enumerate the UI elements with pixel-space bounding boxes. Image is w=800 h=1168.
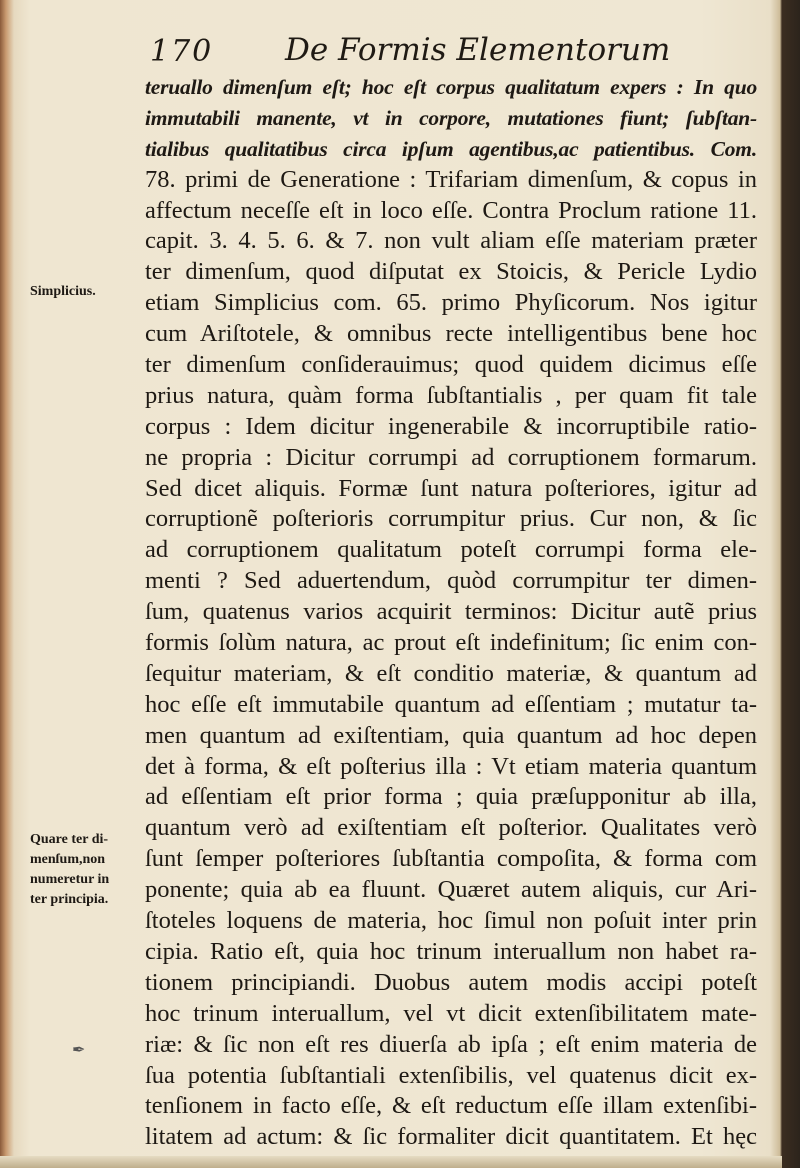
text-line: litatem ad actum: & ſic formaliter dicit quantitatem. Et hęc [145, 1123, 757, 1151]
text-line: ſua potentia ſubſtantiali extenſibilis, vel quatenus dicit ex- [145, 1061, 757, 1089]
text-line: tialibus qualitatibus circa ipſum agentibus,ac patientibus. Com. [145, 136, 757, 161]
text-line: corpus : Idem dicitur ingenerabile & incorruptibile ratio- [145, 412, 757, 440]
text-line: Sed dicet aliquis. Formæ ſunt natura poſteriores, igitur ad [145, 474, 757, 502]
text-line: ad eſſentiam eſt prior forma ; quia præſupponitur ab illa, [145, 783, 757, 811]
text-line: ne propria : Dicitur corrumpi ad corruptionem formarum. [145, 443, 757, 471]
text-line: prius natura, quàm forma ſubſtantialis , per quam fit tale [145, 381, 757, 409]
page-number: 170 [150, 34, 214, 69]
running-title: De Formis Elementorum [285, 32, 671, 68]
text-line: teruallo dimenſum eſt; hoc eſt corpus qualitatum expers : In quo [145, 75, 757, 99]
margin-note-line: menſum,non [30, 852, 106, 867]
text-line: menti ? Sed aduertendum, quòd corrumpitur ter dimen- [145, 567, 757, 595]
text-line: immutabili manente, vt in corpore, mutationes fiunt; ſubſtan- [145, 105, 757, 130]
margin-note-quare [30, 830, 109, 910]
text-line: ſtoteles loquens de materia, hoc ſimul non poſuit inter prin [145, 907, 757, 935]
margin-note-line: ter principia. [30, 892, 109, 907]
pen-mark-icon: ✒ [72, 1040, 86, 1059]
text-line: men quantum ad exiſtentiam, quia quantum ad hoc depen [145, 721, 757, 749]
text-line: cipia. Ratio eſt, quia hoc trinum interuallum non habet ra- [145, 937, 757, 965]
main-text-block [145, 72, 757, 1168]
text-line: quantum verò ad exiſtentiam eſt poſterior. Qualitates verò [145, 814, 757, 842]
text-line: tionem principiandi. Duobus autem modis accipi poteſt [145, 968, 757, 996]
text-line: ad corruptionem qualitatum poteſt corrumpi forma ele- [145, 536, 757, 564]
text-line: tenſionem in facto eſſe, & eſt reductum eſſe illam extenſibi- [145, 1092, 757, 1120]
text-line: formis ſolùm natura, ac prout eſt indefinitum; ſic enim con- [145, 629, 757, 657]
text-line: ter dimenſum conſiderauimus; quod quidem dicimus eſſe [145, 351, 757, 379]
text-line: corruptionẽ poſterioris corrumpitur prius. Cur non, & ſic [145, 505, 757, 533]
text-line: affectum neceſſe eſt in loco eſſe. Contra Proclum ratione 11. [145, 196, 757, 224]
text-line: hoc trinum interuallum, vel vt dicit extenſibilitatem mate- [145, 999, 757, 1027]
text-line: ſequitur materiam, & eſt conditio materiæ, & quantum ad [145, 659, 757, 687]
text-line: ponente; quia ab ea fluunt. Quæret autem aliquis, cur Ari- [145, 876, 757, 904]
text-line: cum Ariſtotele, & omnibus recte intelligentibus bene hoc [145, 320, 757, 348]
margin-note-line: numeretur in [30, 872, 110, 887]
page-header [150, 30, 750, 74]
text-line: riæ: & ſic non eſt res diuerſa ab ipſa ; eſt enim materia de [145, 1030, 757, 1058]
margin-note-line: Quare ter di- [30, 832, 109, 847]
text-line: hoc eſſe eſt immutabile quantum ad eſſentiam ; mutatur ta- [145, 690, 757, 718]
text-line: capit. 3. 4. 5. 6. & 7. non vult aliam eſſe materiam præter [145, 227, 757, 255]
margin-note-line: Simplicius. [30, 284, 96, 299]
page-edge [0, 1156, 782, 1168]
text-line: 78. primi de Generatione : Trifariam dimenſum, & copus in [145, 165, 757, 193]
text-line: det à forma, & eſt poſterius illa : Vt etiam materia quantum [145, 752, 757, 780]
text-line: ſum, quatenus varios acquirit terminos: Dicitur autẽ prius [145, 598, 757, 626]
margin-note-simplicius [30, 282, 96, 302]
text-line: ſunt ſemper poſteriores ſubſtantia compoſita, & forma com [145, 845, 757, 873]
text-line: ter dimenſum, quod diſputat ex Stoicis, & Pericle Lydio [145, 258, 757, 286]
text-line: etiam Simplicius com. 65. primo Phyſicorum. Nos igitur [145, 289, 757, 317]
